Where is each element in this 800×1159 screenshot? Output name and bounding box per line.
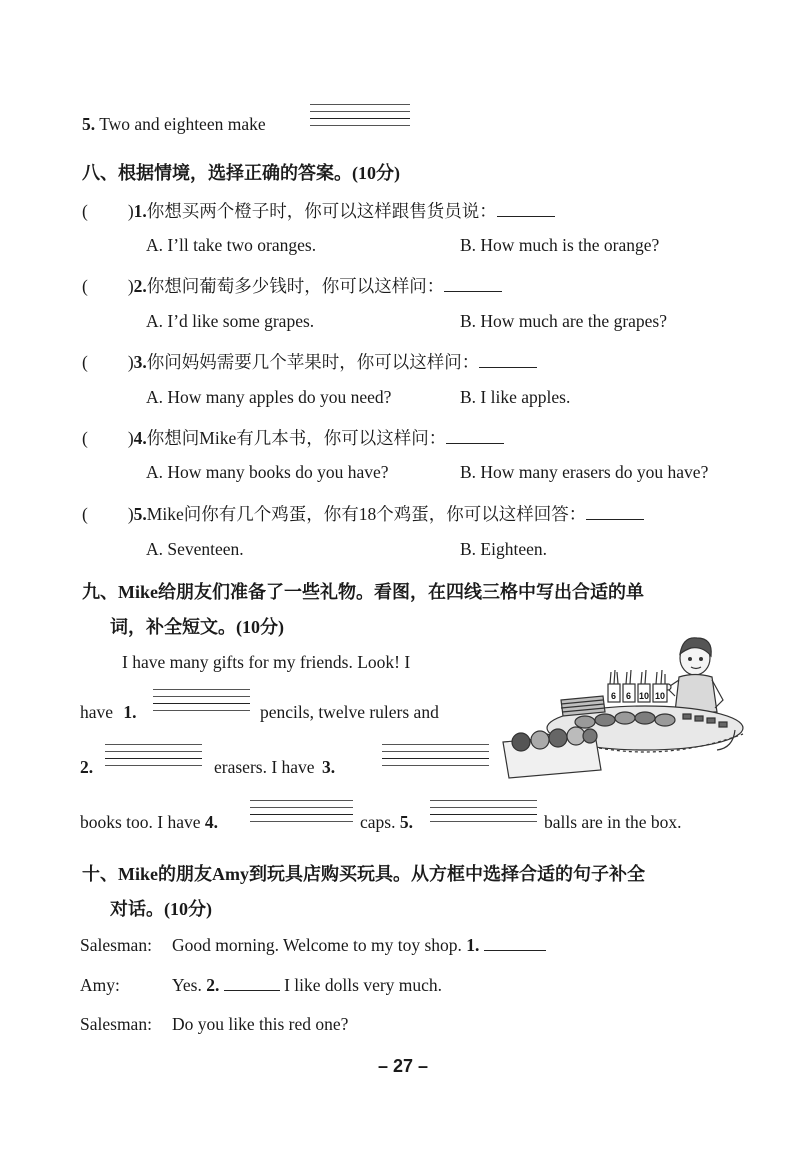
- passage-line-4-tail: balls are in the box.: [544, 812, 682, 832]
- option-a: A. Seventeen.: [146, 539, 244, 559]
- option-b: B. How much is the orange?: [460, 235, 660, 255]
- answer-blank[interactable]: [497, 216, 555, 217]
- answer-blank[interactable]: [444, 291, 502, 292]
- dialogue-line-3: Do you like this red one?: [172, 1014, 349, 1034]
- question-4: ( )4.你想问Mike有几本书，你可以这样问：: [82, 425, 504, 450]
- option-a: A. How many apples do you need?: [146, 387, 392, 407]
- passage-line-1: I have many gifts for my friends. Look! I: [122, 652, 411, 672]
- option-b: B. I like apples.: [460, 387, 571, 407]
- four-line-grid-5[interactable]: [430, 800, 537, 822]
- dialogue-speaker-1: Salesman:: [80, 935, 152, 955]
- boy-body: [675, 675, 717, 713]
- dialogue-blank-2[interactable]: [224, 990, 280, 991]
- q7-item-5: [82, 114, 266, 135]
- four-line-grid[interactable]: [310, 104, 410, 126]
- section-9-title: 九、Mike给朋友们准备了一些礼物。看图，在四线三格中写出合适的单: [82, 582, 644, 602]
- question-1: ( )1.你想买两个橙子时，你可以这样跟售货员说：: [82, 198, 555, 223]
- option-a: A. I’d like some grapes.: [146, 311, 315, 331]
- tag-2: 6: [626, 691, 632, 701]
- dialogue-line-2: Yes. 2. I like dolls very much.: [172, 975, 443, 995]
- question-2: ( )2.你想问葡萄多少钱时，你可以这样问：: [82, 273, 502, 298]
- question-3: ( )3.你问妈妈需要几个苹果时，你可以这样问：: [82, 349, 537, 374]
- passage-line-4-mid: caps. 5.: [360, 812, 413, 832]
- tag-3: 10: [639, 691, 650, 701]
- page-number: – 27 –: [378, 1056, 429, 1076]
- tag-1: 6: [611, 691, 617, 701]
- tag-4: 10: [655, 691, 666, 701]
- item-text: Two and eighteen make: [99, 114, 266, 134]
- question-5: ( )5.Mike问你有几个鸡蛋，你有18个鸡蛋，你可以这样回答：: [82, 501, 644, 526]
- option-b: B. Eighteen.: [460, 539, 547, 559]
- answer-blank[interactable]: [586, 519, 644, 520]
- passage-line-3: erasers. I have 3.: [214, 757, 336, 777]
- passage-line-4: books too. I have 4.: [80, 812, 219, 832]
- item-number: 5.: [82, 114, 96, 134]
- option-a: A. How many books do you have?: [146, 462, 389, 482]
- dialogue-speaker-2: Amy:: [80, 975, 120, 995]
- gifts-illustration: [495, 630, 765, 780]
- four-line-grid-3[interactable]: [382, 744, 489, 766]
- section-9-title-line2: 词，补全短文。(10分): [110, 617, 284, 637]
- option-b: B. How many erasers do you have?: [460, 462, 709, 482]
- four-line-grid-4[interactable]: [250, 800, 353, 822]
- blank-number-2: 2.: [80, 757, 94, 777]
- section-8-title: 八、根据情境，选择正确的答案。(10分): [82, 163, 400, 183]
- option-a: A. I’ll take two oranges.: [146, 235, 317, 255]
- answer-blank[interactable]: [479, 367, 537, 368]
- dialogue-speaker-3: Salesman:: [80, 1014, 152, 1034]
- option-b: B. How much are the grapes?: [460, 311, 668, 331]
- section-10-title: 十、Mike的朋友Amy到玩具店购买玩具。从方框中选择合适的句子补全: [82, 864, 645, 884]
- section-10-title-line2: 对话。(10分): [110, 899, 212, 919]
- answer-blank[interactable]: [446, 443, 504, 444]
- passage-line-2: have 1.: [80, 702, 137, 722]
- passage-line-2-tail: pencils, twelve rulers and: [260, 702, 439, 722]
- four-line-grid-1[interactable]: [153, 689, 250, 711]
- dialogue-line-1: Good morning. Welcome to my toy shop. 1.: [172, 935, 546, 956]
- four-line-grid-2[interactable]: [105, 744, 202, 766]
- dialogue-blank-1[interactable]: [484, 950, 546, 951]
